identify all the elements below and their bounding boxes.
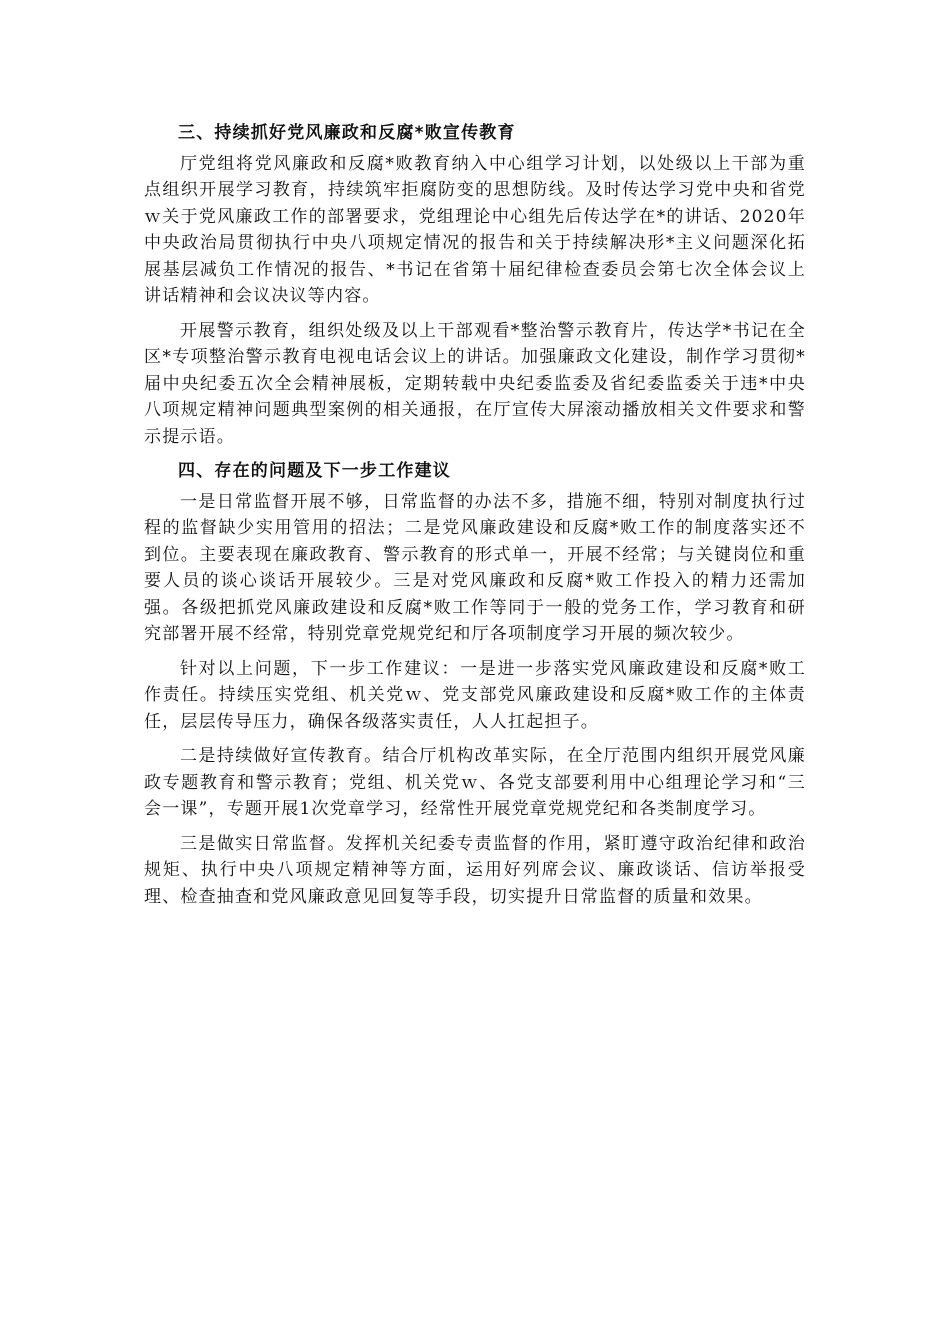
document-page — [144, 120, 806, 918]
paragraph: 二是持续做好宣传教育。结合厅机构改革实际，在全厅范围内组织开展党风廉政专题教育和警示教育；党组、机关党ｗ、各党支部要利用中心组理论学习和“三会一课”，专题开展1次党章学习，经常性开展党章党规党纪和各类制度学习。 — [144, 746, 806, 819]
paragraph: 针对以上问题，下一步工作建议：一是进一步落实党风廉政建设和反腐*败工作责任。持续压实党组、机关党ｗ、党支部党风廉政建设和反腐*败工作的主体责任，层层传导压力，确保各级落实责任，人人扛起担子。 — [144, 658, 806, 732]
section-heading: 四、存在的问题及下一步工作建议 — [178, 461, 451, 481]
paragraph: 一是日常监督开展不够，日常监督的办法不多，措施不细，特别对制度执行过程的监督缺少实用管用的招法；二是党风廉政建设和反腐*败工作的制度落实还不到位。主要表现在廉政教育、警示教育的形式单一，开展不经常；与关键岗位和重要人员的谈心谈话开展较少。三是对党风廉政和反腐*败工作投入的精力还需加强。各级把抓党风廉政建设和反腐*败工作等同于一般的党务工作，学习教育和研究部署开展不经常，特别党章党规党纪和厅各项制度学习开展的频次较少。 — [144, 491, 806, 644]
section-4 — [144, 458, 806, 910]
paragraph: 三是做实日常监督。发挥机关纪委专责监督的作用，紧盯遵守政治纪律和政治规矩、执行中央八项规定精神等方面，运用好列席会议、廉政谈话、信访举报受理、检查抽查和党风廉政意见回复等手段，切实提升日常监督的质量和效果。 — [144, 833, 806, 907]
paragraph: 开展警示教育，组织处级及以上干部观看*整治警示教育片，传达学*书记在全区*专项整治警示教育电视电话会议上的讲话。加强廉政文化建设，制作学习贯彻*届中央纪委五次全会精神展板，定期转载中央纪委监委及省纪委监委关于违*中央八项规定精神问题典型案例的相关通报，在厅宣传大屏滚动播放相关文件要求和警示提示语。 — [144, 320, 806, 447]
section-3 — [144, 120, 806, 450]
paragraph: 厅党组将党风廉政和反腐*败教育纳入中心组学习计划，以处级以上干部为重点组织开展学习教育，持续筑牢拒腐防变的思想防线。及时传达学习党中央和省党ｗ关于党风廉政工作的部署要求，党组理论中心组先后传达学在*的讲话、2020年中央政治局贯彻执行中央八项规定情况的报告和关于持续解决形*主义问题深化拓展基层减负工作情况的报告、*书记在省第十届纪律检查委员会第七次全体会议上讲话精神和会议决议等内容。 — [144, 153, 806, 306]
section-heading: 三、持续抓好党风廉政和反腐*败宣传教育 — [178, 123, 516, 143]
